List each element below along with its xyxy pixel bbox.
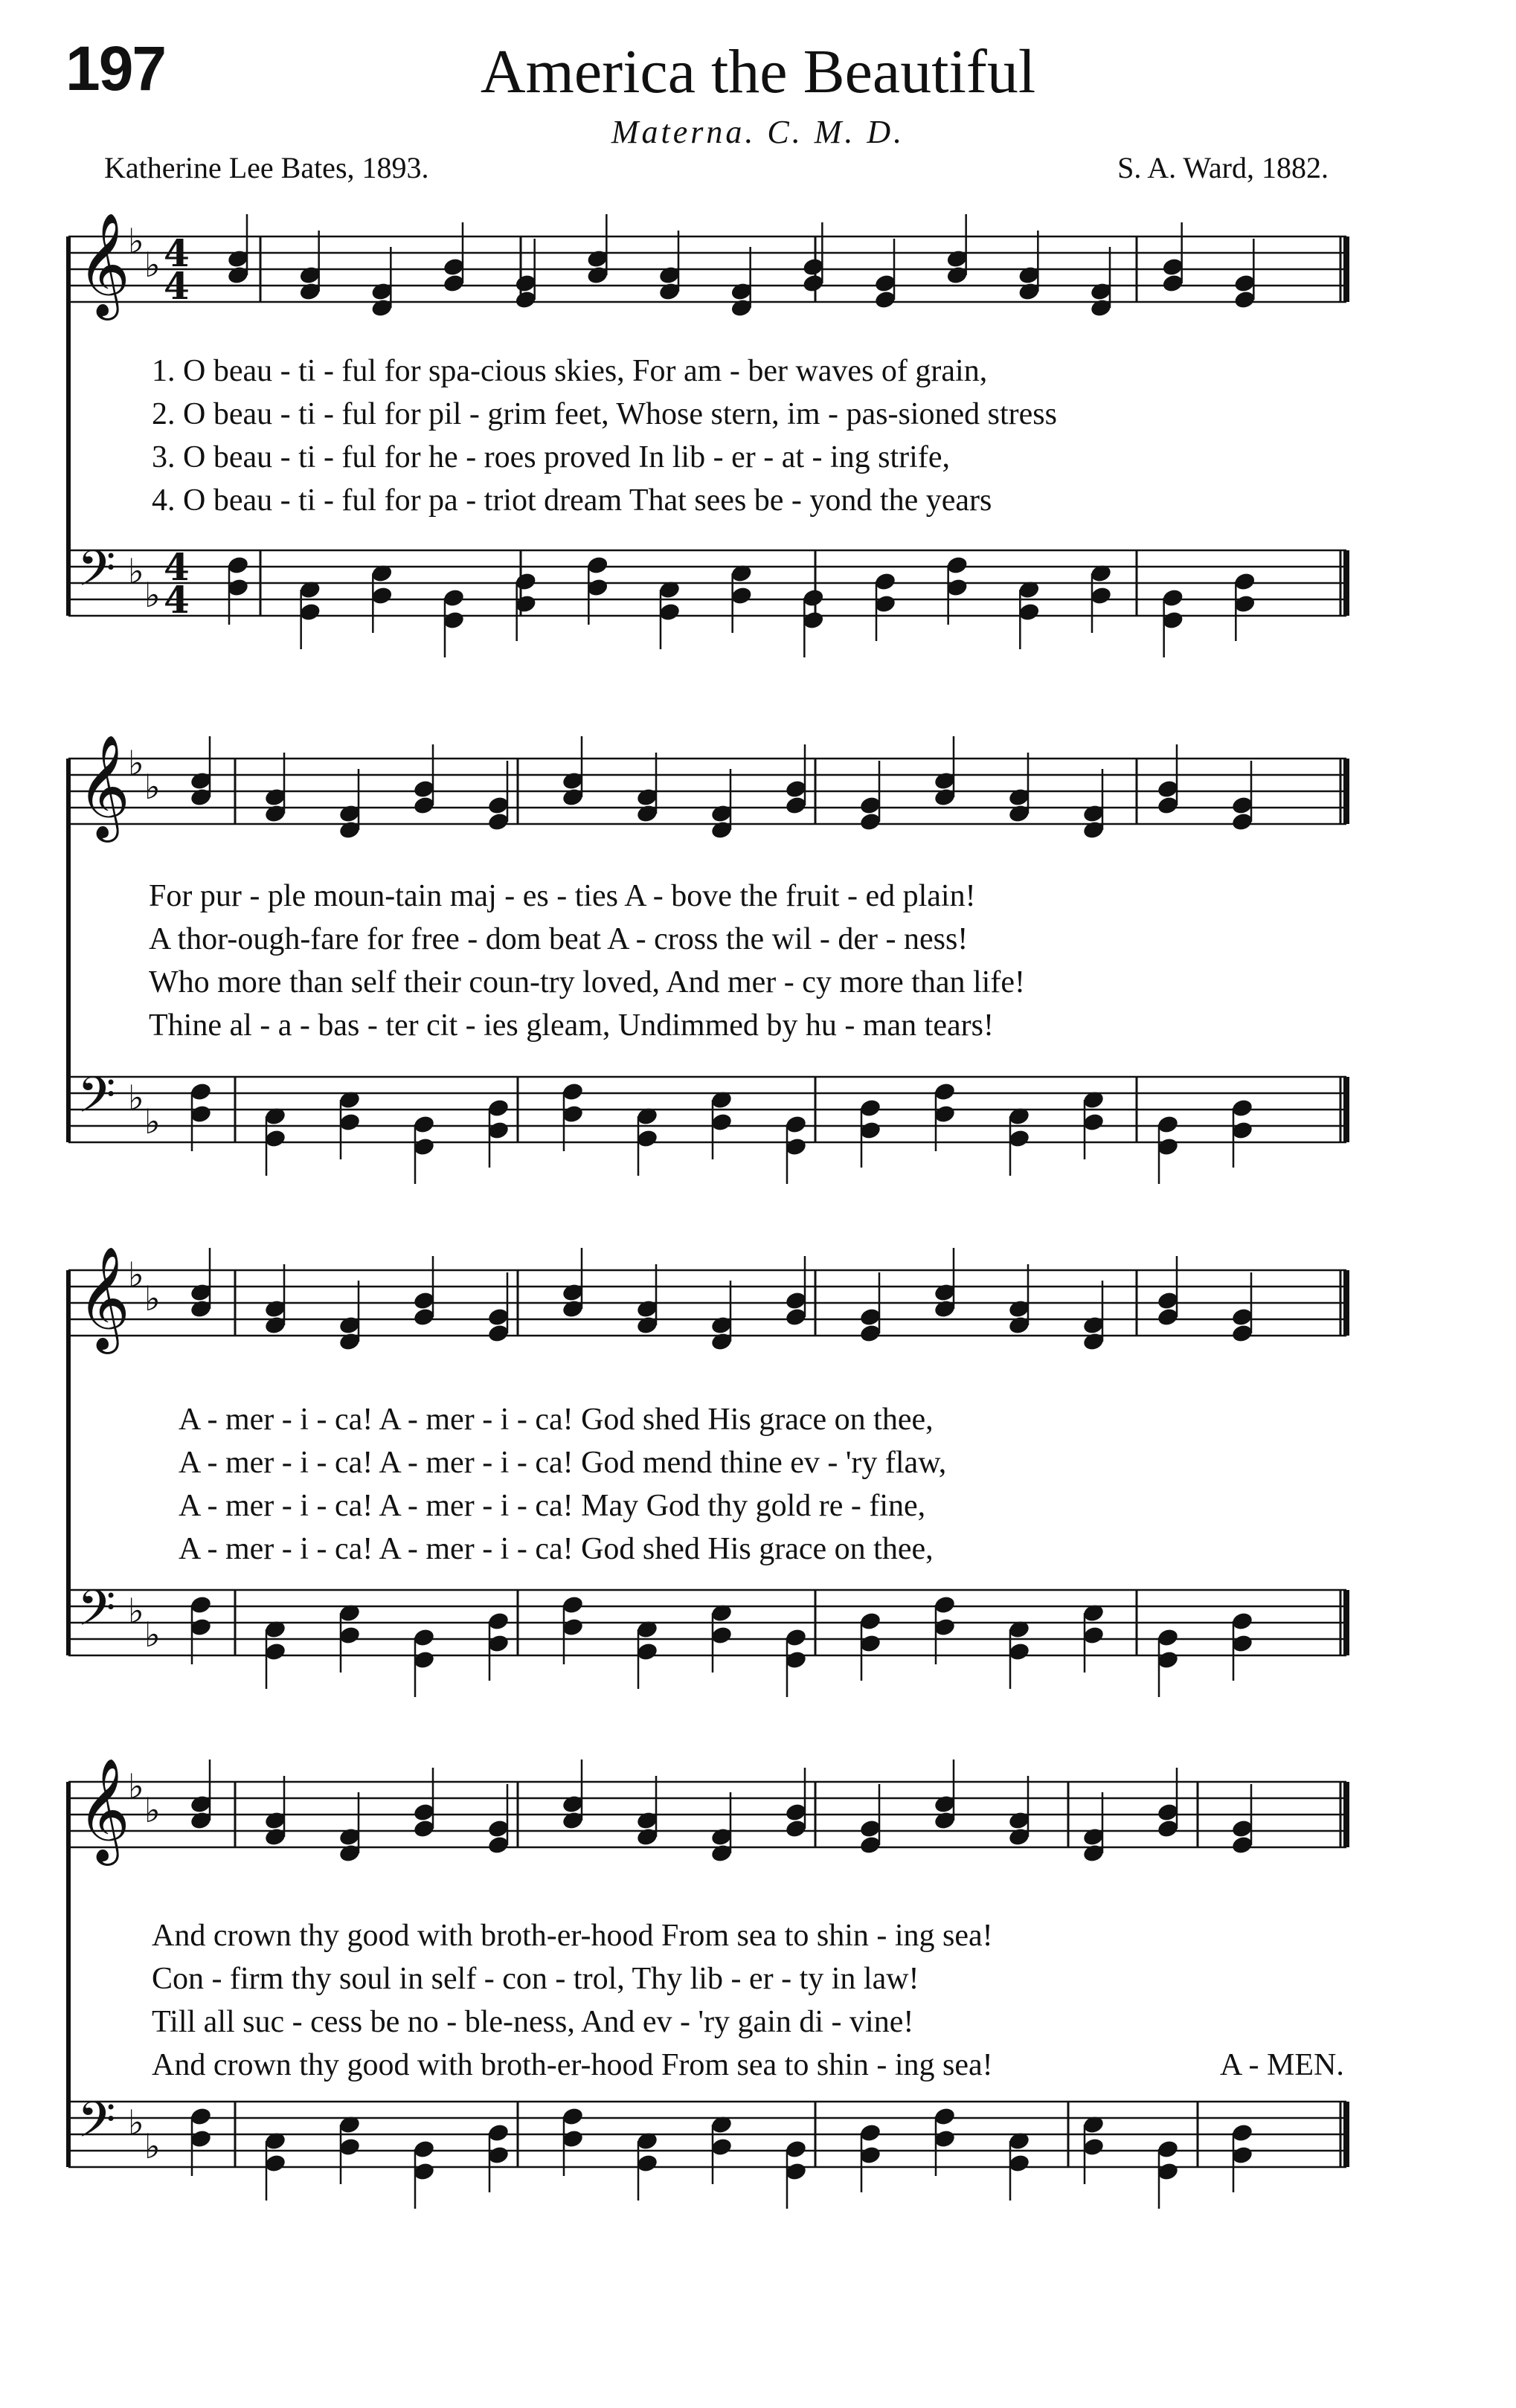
lyric-line: Till all suc - cess be no - ble-ness, And ev - 'ry gain di - vine! [152,2005,914,2039]
flat-icon: ♭ [128,1591,144,1631]
bass-clef-icon: 𝄢 [77,1066,116,1136]
lyric-line: And crown thy good with broth-er-hood From sea to shin - ing sea! [152,1919,993,1953]
tune-name: Materna. C. M. D. [611,114,905,150]
hymn-title: America the Beautiful [480,37,1036,106]
treble-clef-icon: 𝄞 [77,213,130,316]
treble-clef-icon: 𝄞 [77,735,130,838]
lyric-line: A - mer - i - ca! A - mer - i - ca! God mend thine ev - 'ry flaw, [179,1446,947,1480]
flat-icon: ♭ [144,767,161,807]
flat-icon: ♭ [144,575,161,615]
lyric-line: A thor-ough-fare for free - dom beat A - cross the wil - der - ness! [149,922,969,956]
time-signature: 4 [164,578,190,622]
lyric-line: Con - firm thy soul in self - con - trol, Thy lib - er - ty in law! [152,1962,919,1996]
hymn-number: 197 [65,33,166,103]
flat-icon: ♭ [128,2102,144,2143]
lyric-line: And crown thy good with broth-er-hood From sea to shin - ing sea! [152,2048,993,2082]
amen-label: A - MEN. [1220,2048,1344,2082]
flat-icon: ♭ [128,743,144,783]
flat-icon: ♭ [144,245,161,285]
bass-clef-icon: 𝄢 [77,1580,116,1649]
bass-clef-icon: 𝄢 [77,540,116,609]
lyric-line: 1. O beau - ti - ful for spa-cious skies, For am - ber waves of grain, [152,354,988,388]
flat-icon: ♭ [128,1078,144,1118]
flat-icon: ♭ [128,221,144,261]
lyric-line: Who more than self their coun-try loved, And mer - cy more than life! [149,965,1025,999]
flat-icon: ♭ [128,551,144,591]
flat-icon: ♭ [128,1255,144,1295]
lyric-line: 4. O beau - ti - ful for pa - triot dream That sees be - yond the years [152,483,992,518]
lyric-line: 3. O beau - ti - ful for he - roes proved In lib - er - at - ing strife, [152,440,950,474]
flat-icon: ♭ [144,1790,161,1830]
treble-clef-icon: 𝄞 [77,1246,130,1350]
flat-icon: ♭ [144,1101,161,1142]
bass-clef-icon: 𝄢 [77,2091,116,2160]
flat-icon: ♭ [144,2126,161,2166]
lyric-line: 2. O beau - ti - ful for pil - grim feet, Whose stern, im - pas-sioned stress [152,397,1057,431]
time-signature: 4 [164,545,190,589]
flat-icon: ♭ [144,1615,161,1655]
time-signature: 4 [164,264,190,308]
lyricist-credit: Katherine Lee Bates, 1893. [104,151,429,184]
flat-icon: ♭ [128,1766,144,1806]
flat-icon: ♭ [144,1278,161,1319]
time-signature: 4 [164,231,190,275]
lyric-line: A - mer - i - ca! A - mer - i - ca! May God thy gold re - fine, [179,1489,926,1523]
lyric-line: For pur - ple moun-tain maj - es - ties A - bove the fruit - ed plain! [149,879,976,913]
treble-clef-icon: 𝄞 [77,1758,130,1861]
lyric-line: Thine al - a - bas - ter cit - ies gleam, Undimmed by hu - man tears! [149,1008,994,1043]
lyric-line: A - mer - i - ca! A - mer - i - ca! God shed His grace on thee, [179,1532,934,1566]
lyric-line: A - mer - i - ca! A - mer - i - ca! God shed His grace on thee, [179,1403,934,1437]
composer-credit: S. A. Ward, 1882. [1117,151,1329,184]
